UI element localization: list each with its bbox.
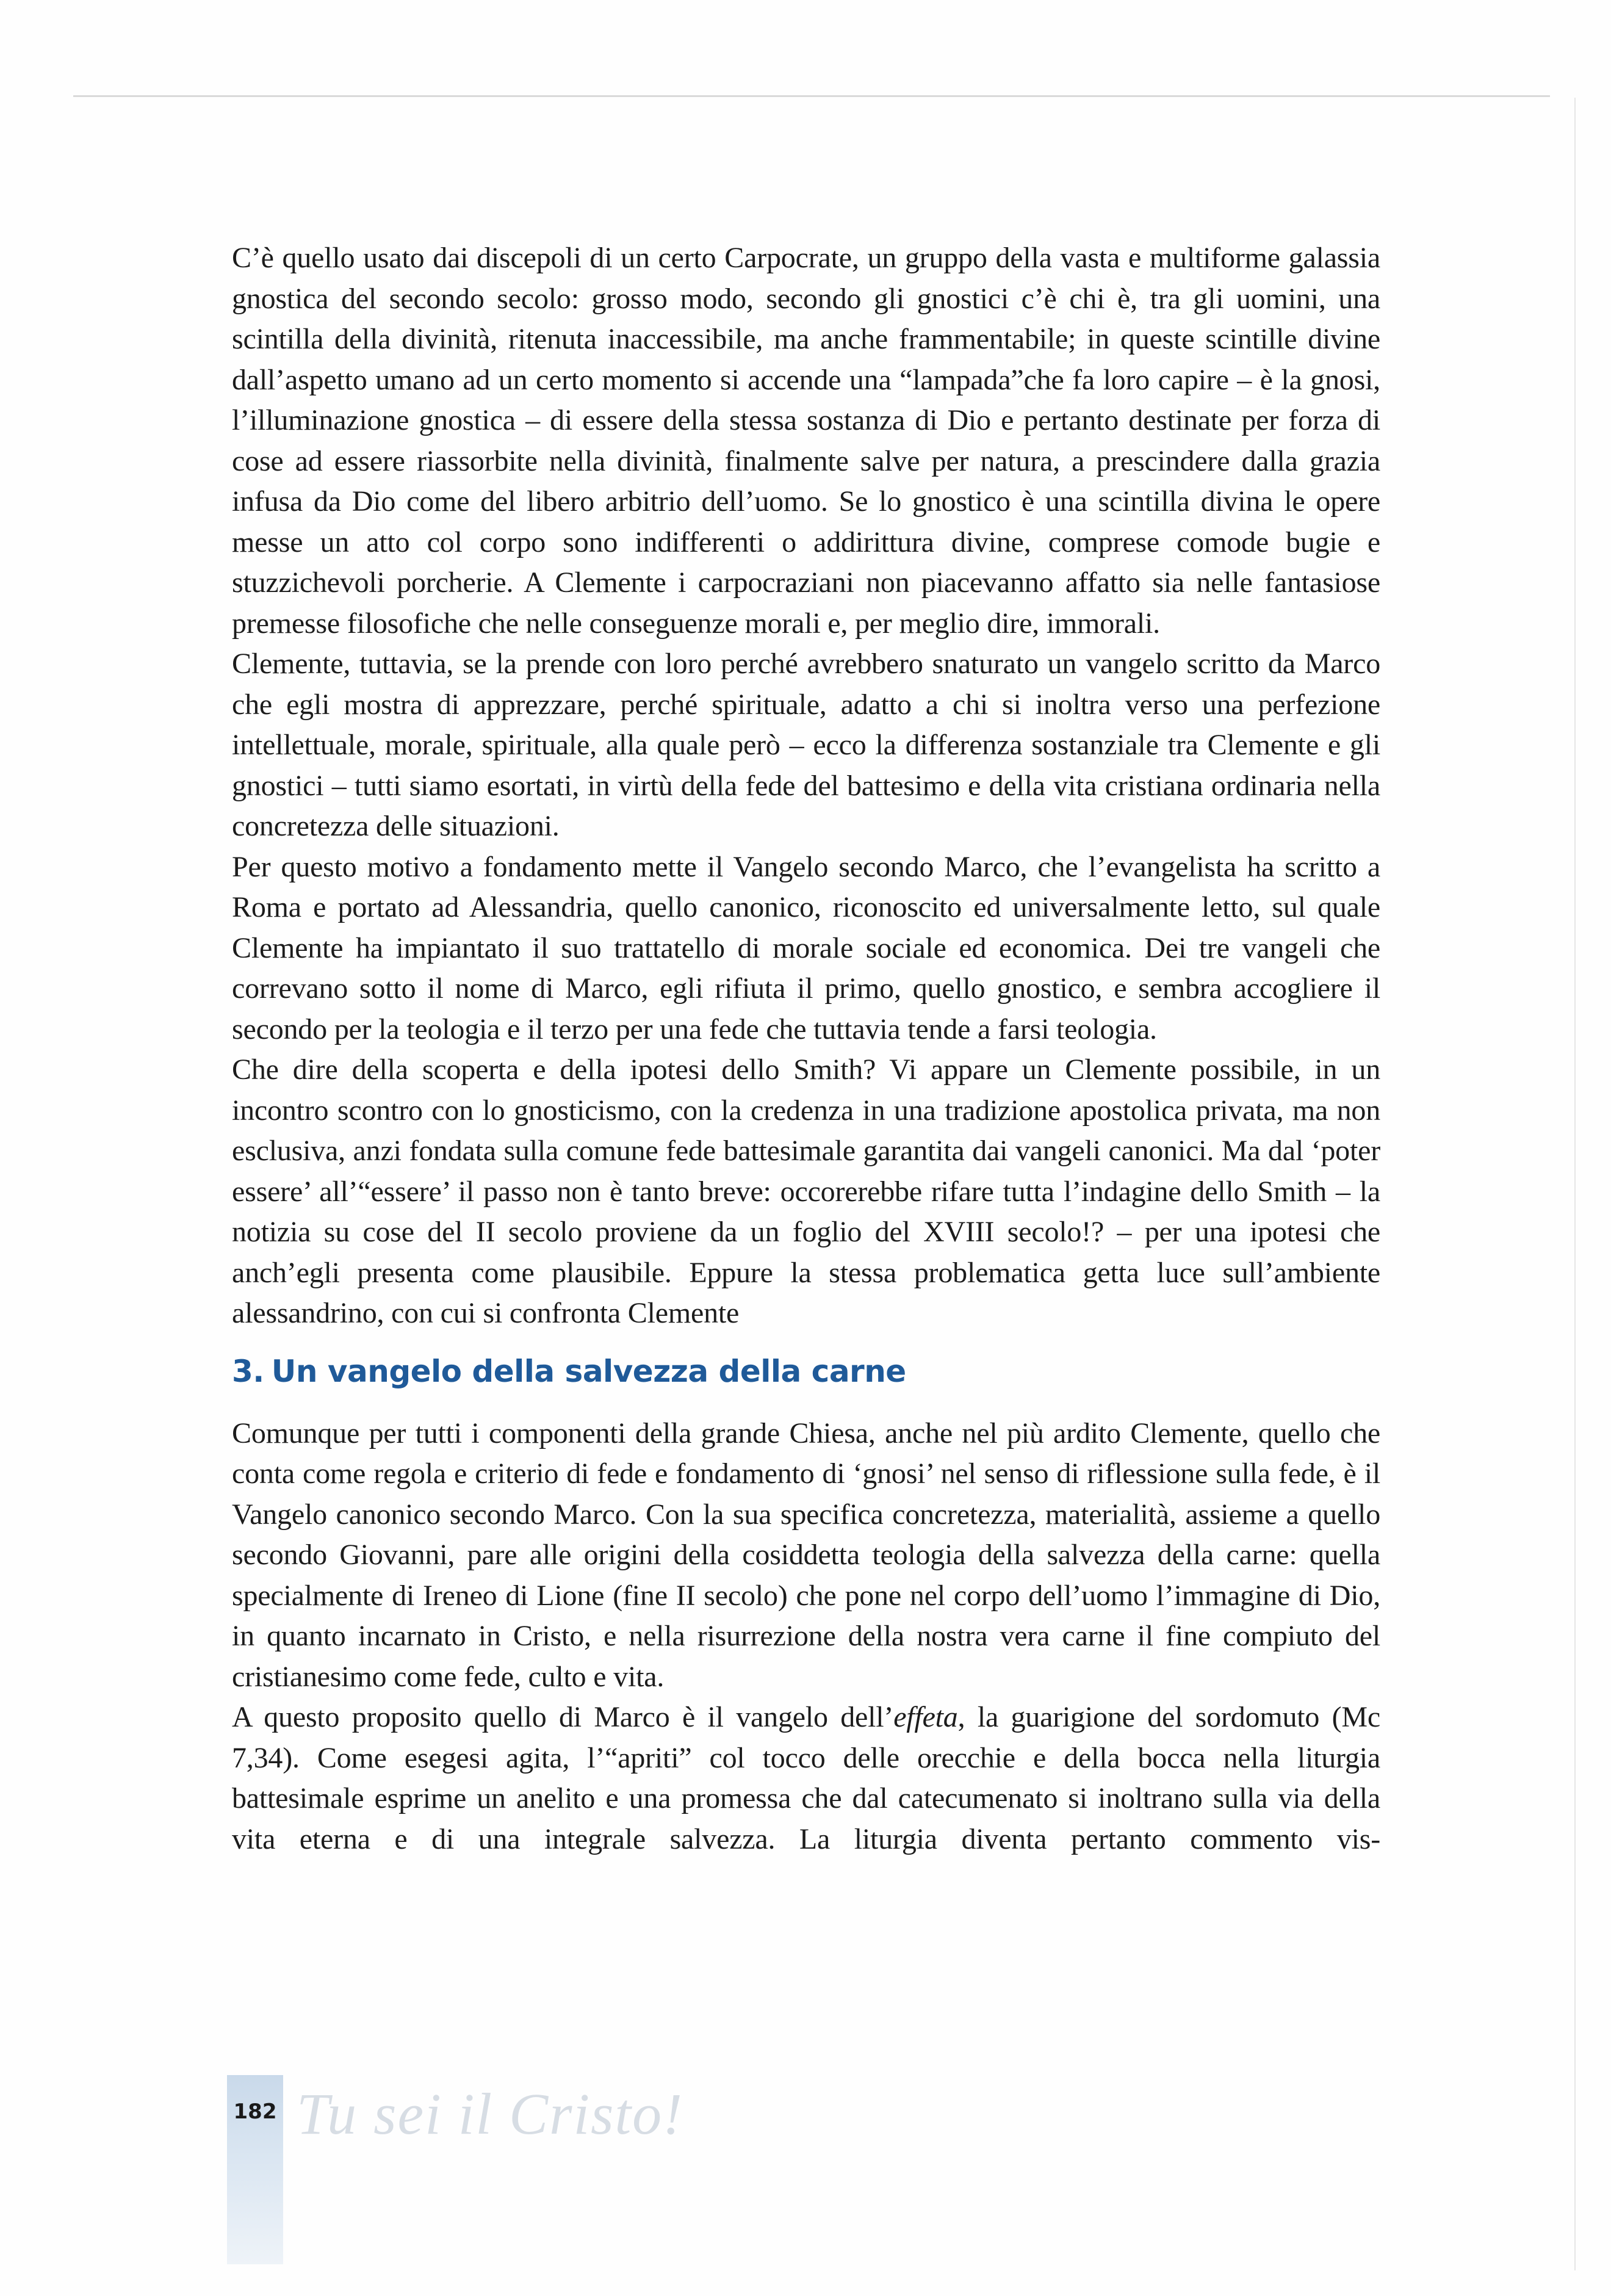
body-text	[232, 238, 1380, 1860]
paragraph-smith: Che dire della scoperta e della ipotesi dello Smith? Vi appare un Clemente possibile, in un incontro scontro con lo gnosticismo, con la credenza in una tradizione apostolica privata, ma non esclusiva, anzi fondata sulla comune fede battesimale garantita dai vangeli canonici. Ma dal ‘poter essere’ all’“essere’ il passo non è tanto breve: occorerebbe rifare tutta l’indagine dello Smith – la notizia su cose del II secolo proviene da un foglio del XVIII secolo!? – per una ipotesi che anch’egli presenta come plausibile. Eppure la stessa problematica getta luce sull’ambiente alessandrino, con cui si confronta Clemente	[232, 1053, 1380, 1329]
effeta-text-after: , la guarigione del sordomuto (Mc 7,34). Come esegesi agita, l’“apriti” col tocco delle orecchie e della bocca nella liturgia battesimale esprime un anelito e una promessa che dal catecumenato si inoltrano sulla via della vita eterna e di una integrale salvezza. La liturgia diventa pertanto commento vis-	[232, 1701, 1380, 1855]
page-top-rule	[73, 95, 1550, 97]
section-number: 3.	[232, 1353, 264, 1389]
effeta-text-before: A questo proposito quello di Marco è il vangelo dell’	[232, 1701, 894, 1733]
paragraph-effeta	[232, 1697, 1380, 1860]
effeta-italic: effeta	[893, 1701, 958, 1733]
page-right-edge	[1574, 98, 1576, 2270]
paragraph-vangelo-marco: Per questo motivo a fondamento mette il Vangelo secondo Marco, che l’evangelista ha scritto a Roma e portato ad Alessandria, quello canonico, riconoscito ed universalmente letto, sul quale Clemente ha impiantato il suo trattatello di morale sociale ed economica. Dei tre vangeli che correvano sotto il nome di Marco, egli rifiuta il primo, quello gnostico, e sembra accogliere il secondo per la teologia e il terzo per una fede che tuttavia tende a farsi teologia.	[232, 850, 1380, 1045]
paragraph-chiesa: Comunque per tutti i componenti della grande Chiesa, anche nel più ardito Clemente, quello che conta come regola e criterio di fede e fondamento di ‘gnosi’ nel senso di riflessione sulla fede, è il Vangelo canonico secondo Marco. Con la sua specifica concretezza, materialità, assieme a quello secondo Giovanni, pare alle origini della cosiddetta teologia della salvezza della carne: quella specialmente di Ireneo di Lione (fine II secolo) che pone nel corpo dell’uomo l’immagine di Dio, in quanto incarnato in Cristo, e nella risurrezione della nostra vera carne il fine compiuto del cristianesimo come fede, culto e vita.	[232, 1417, 1380, 1693]
page-number: 182	[233, 2099, 277, 2124]
running-title: Tu sei il Cristo!	[297, 2081, 684, 2146]
section-heading	[232, 1351, 1380, 1392]
paragraph-carpocrate: C’è quello usato dai discepoli di un certo Carpocrate, un gruppo della vasta e multiforme galassia gnostica del secondo secolo: grosso modo, secondo gli gnostici c’è chi è, tra gli uomini, una scintilla della divinità, ritenuta inaccessibile, ma anche frammentabile; in queste scintille divine dall’aspetto umano ad un certo momento si accende una “lampada”che fa loro capire – è la gnosi, l’illuminazione gnostica – di essere della stessa sostanza di Dio e pertanto destinate per forza di cose ad essere riassorbite nella divinità, finalmente salve per natura, a prescindere dalla grazia infusa da Dio come del libero arbitrio dell’uomo. Se lo gnostico è una scintilla divina le opere messe un atto col corpo sono indifferenti o addirittura divine, comprese comode bugie e stuzzichevoli porcherie. A Clemente i carpocraziani non piacevanno affatto sia nelle fantasiose premesse filosofiche che nelle conseguenze morali e, per meglio dire, immorali.	[232, 242, 1380, 640]
paragraph-clemente: Clemente, tuttavia, se la prende con loro perché avrebbero snaturato un vangelo scritto da Marco che egli mostra di apprezzare, perché spirituale, adatto a chi si inoltra verso una perfezione intellettuale, morale, spirituale, alla quale però – ecco la differenza sostanziale tra Clemente e gli gnostici – tutti siamo esortati, in virtù della fede del battesimo e della vita cristiana ordinaria nella concretezza delle situazioni.	[232, 648, 1380, 842]
section-title: Un vangelo della salvezza della carne	[271, 1353, 906, 1389]
